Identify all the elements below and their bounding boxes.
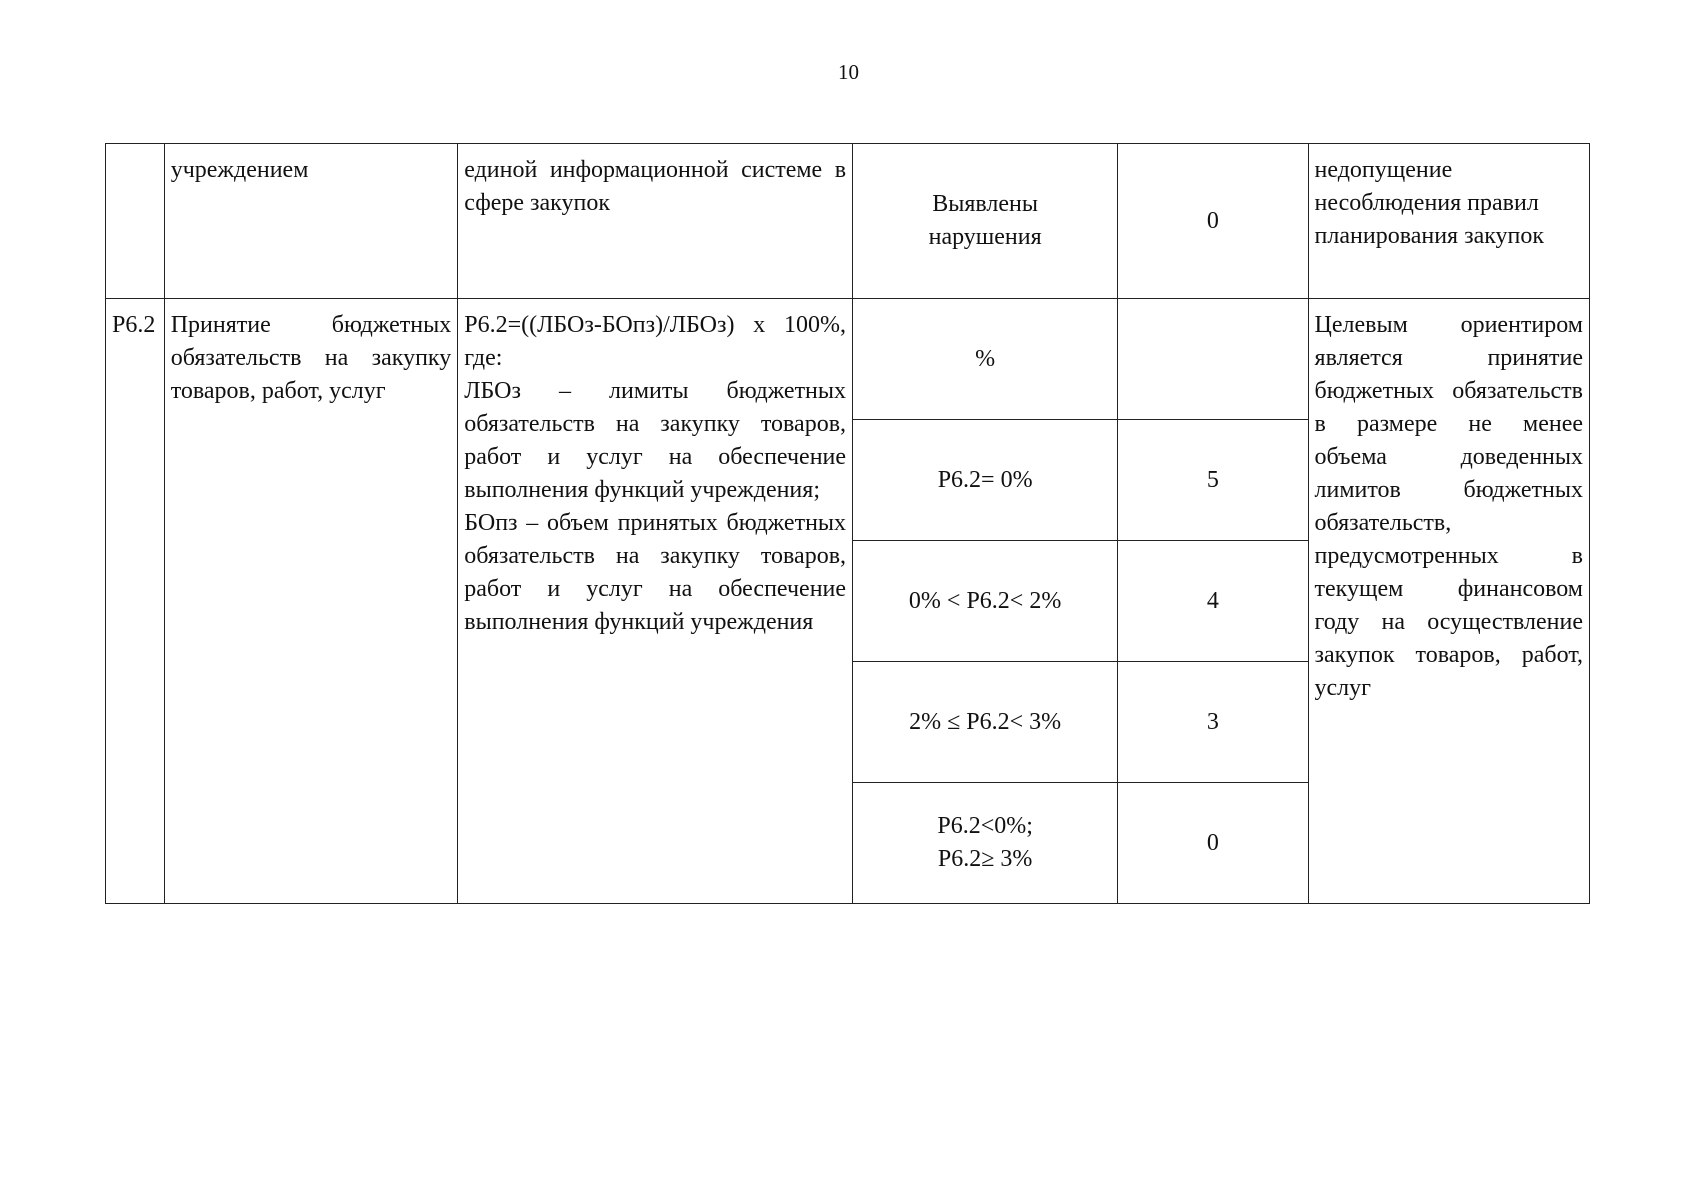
criterion-score: 5 [1206,466,1219,493]
indicator-name: Принятие бюджетных обязательств на закупку товаров, работ, услуг [170,312,452,404]
score-value: 0 [1206,207,1219,234]
criterion-score-cell [1118,299,1308,420]
formula-definition-lbo: ЛБОз – лимиты бюджетных обязательств на закупку товаров, работ и услуг на обеспечение выполнения функций учреждения; [464,378,847,503]
value-cell [853,144,1118,299]
criterion-value-cell [853,299,1118,420]
code-cell [106,144,165,299]
code-cell [106,299,165,904]
criterion-score-cell [1118,662,1308,783]
criterion-value-cell [853,541,1118,662]
criterion-value-cell [853,662,1118,783]
value-text-line-1: Выявлены [932,191,1039,217]
criterion-score-cell [1118,783,1308,904]
formula-text: Р6.2=((ЛБОз-БОпз)/ЛБОз) х 100%, где: [464,312,847,371]
criterion-score: 0 [1206,829,1219,856]
note-cell [1308,144,1589,299]
value-text-line-2: нарушения [928,224,1042,250]
note-text: недопущение несоблюдения правил планирования закупок [1314,157,1545,249]
criterion-value-line-1: Р6.2<0%; [937,813,1033,839]
criterion-score-cell [1118,420,1308,541]
formula-cell [458,144,853,299]
criterion-value: 2% ≤ Р6.2< 3% [909,708,1062,735]
formula-text: единой информационной системе в сфере закупок [464,157,847,216]
criterion-value: Р6.2= 0% [937,466,1033,493]
indicator-name-cell [164,299,458,904]
criterion-value: 0% < Р6.2< 2% [908,587,1062,614]
indicator-name-cell [164,144,458,299]
criterion-score: 4 [1206,587,1219,614]
criterion-value-cell [853,783,1118,904]
page-number: 10 [838,60,859,84]
criterion-value: % [975,345,996,372]
criterion-score-cell [1118,541,1308,662]
note-text: Целевым ориентиром является принятие бюджетных обязательств в размере не менее объема доведенных лимитов бюджетных обязательств, предусмотренных в текущем финансовом году на осуществление закупок товаров, работ, услуг [1314,312,1583,701]
table-row-continued [106,144,1590,299]
indicator-name: учреждением [170,157,309,183]
formula-cell [458,299,853,904]
table-row-p62-criterion-1 [106,299,1590,420]
score-cell [1118,144,1308,299]
criterion-score: 3 [1206,708,1219,735]
note-cell [1308,299,1589,904]
formula-definition-bo: БОпз – объем принятых бюджетных обязательств на закупку товаров, работ и услуг на обеспечение выполнения функций учреждения [464,510,847,635]
criterion-value-line-2: Р6.2≥ 3% [937,846,1033,872]
indicators-table [105,143,1590,904]
criterion-value-cell [853,420,1118,541]
indicator-code: Р6.2 [112,312,156,338]
